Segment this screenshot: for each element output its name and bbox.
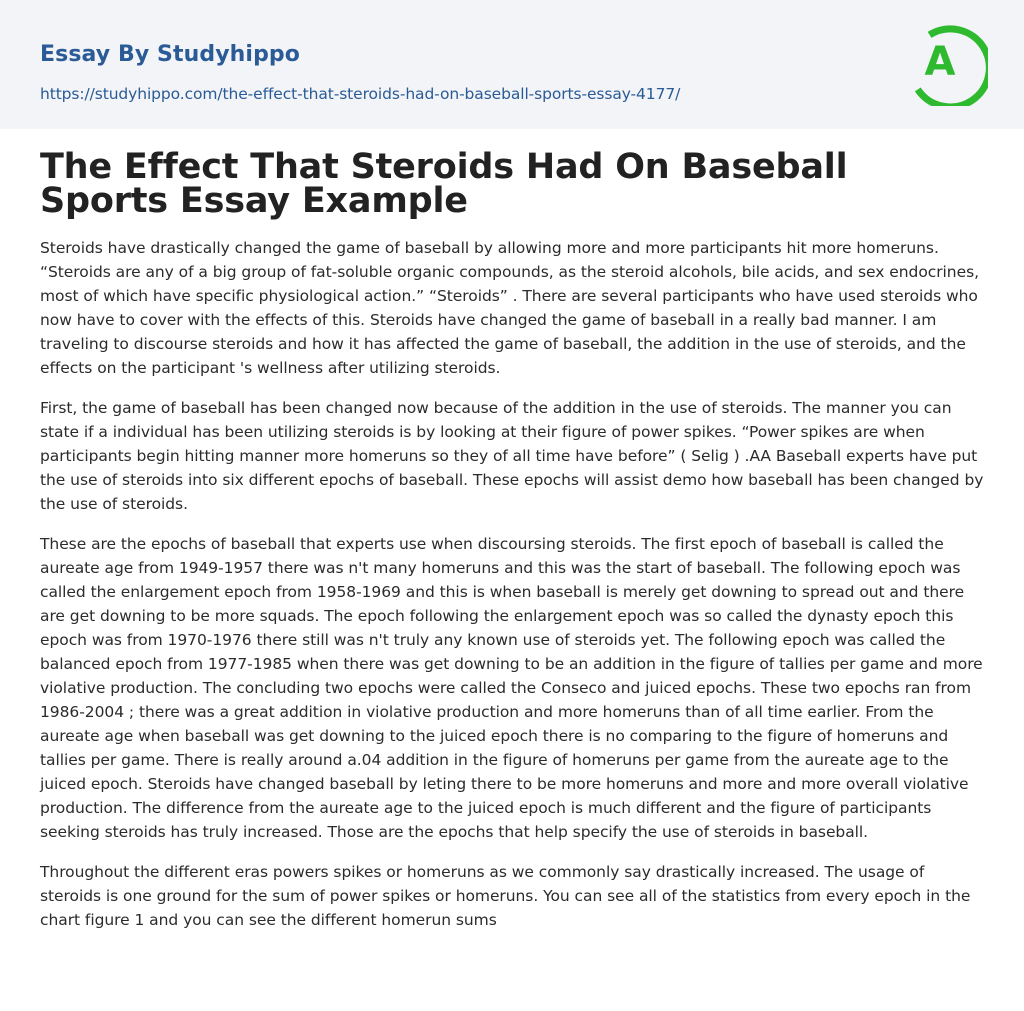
site-header [0, 0, 1024, 129]
essay-url-link[interactable]: https://studyhippo.com/the-effect-that-steroids-had-on-baseball-sports-essay-4177/ [40, 85, 681, 103]
paragraph-2: First, the game of baseball has been changed now because of the addition in the use of steroids. The manner you can state if a individual has been utilizing steroids is by looking at their figure of power spikes. “Power spikes are when participants begin hitting manner more homeruns so they of all time have before” ( Selig ) .AA Baseball experts have put the use of steroids into six different epochs of baseball. These epochs will assist demo how baseball has been changed by the use of steroids. [40, 399, 984, 513]
article [0, 147, 1024, 932]
studyhippo-logo[interactable] [912, 18, 988, 106]
site-title[interactable]: Essay By Studyhippo [40, 42, 300, 67]
paragraph-3: These are the epochs of baseball that experts use when discoursing steroids. The first epoch of baseball is called the aureate age from 1949-1957 there was n't many homeruns and this was the start of baseball. The following epoch was called the enlargement epoch from 1958-1969 and this is when baseball is merely get downing to spread out and there are get downing to be more squads. The epoch following the enlargement epoch was so called the dynasty epoch this epoch was from 1970-1976 there still was n't truly any known use of steroids yet. The following epoch was called the balanced epoch from 1977-1985 when there was get downing to be an addition in the figure of tallies per game and more violative production. The concluding two epochs were called the Conseco and juiced epochs. These two epochs ran from 1986-2004 ; there was a great addition in violative production and more homeruns than of all time earlier. From the aureate age when baseball was get downing to the juiced epoch there is no comparing to the figure of homeruns and tallies per game. There is really around a.04 addition in the figure of homeruns per game from the aureate age to the juiced epoch. Steroids have changed baseball by leting there to be more homeruns and more and more overall violative production. The difference from the aureate age to the juiced epoch is much different and the figure of participants seeking steroids has truly increased. Those are the epochs that help specify the use of steroids in baseball. [40, 535, 983, 841]
paragraph-4: Throughout the different eras powers spikes or homeruns as we commonly say drastically increased. The usage of steroids is one ground for the sum of power spikes or homeruns. You can see all of the statistics from every epoch in the chart figure 1 and you can see the different homerun sums [40, 863, 971, 929]
paragraph-1: Steroids have drastically changed the game of baseball by allowing more and more participants hit more homeruns. “Steroids are any of a big group of fat-soluble organic compounds, as the steroid alcohols, bile acids, and sex endocrines, most of which have specific physiological action.” “Steroids” . There are several participants who have used steroids who now have to cover with the effects of this. Steroids have changed the game of baseball in a really bad manner. I am traveling to discourse steroids and how it has affected the game of baseball, the addition in the use of steroids, and the effects on the participant 's wellness after utilizing steroids. [40, 239, 979, 377]
logo-letter: A [924, 39, 956, 85]
page-title: The Effect That Steroids Had On Baseball Sports Essay Example [40, 147, 848, 221]
logo-ring-icon [912, 18, 988, 106]
